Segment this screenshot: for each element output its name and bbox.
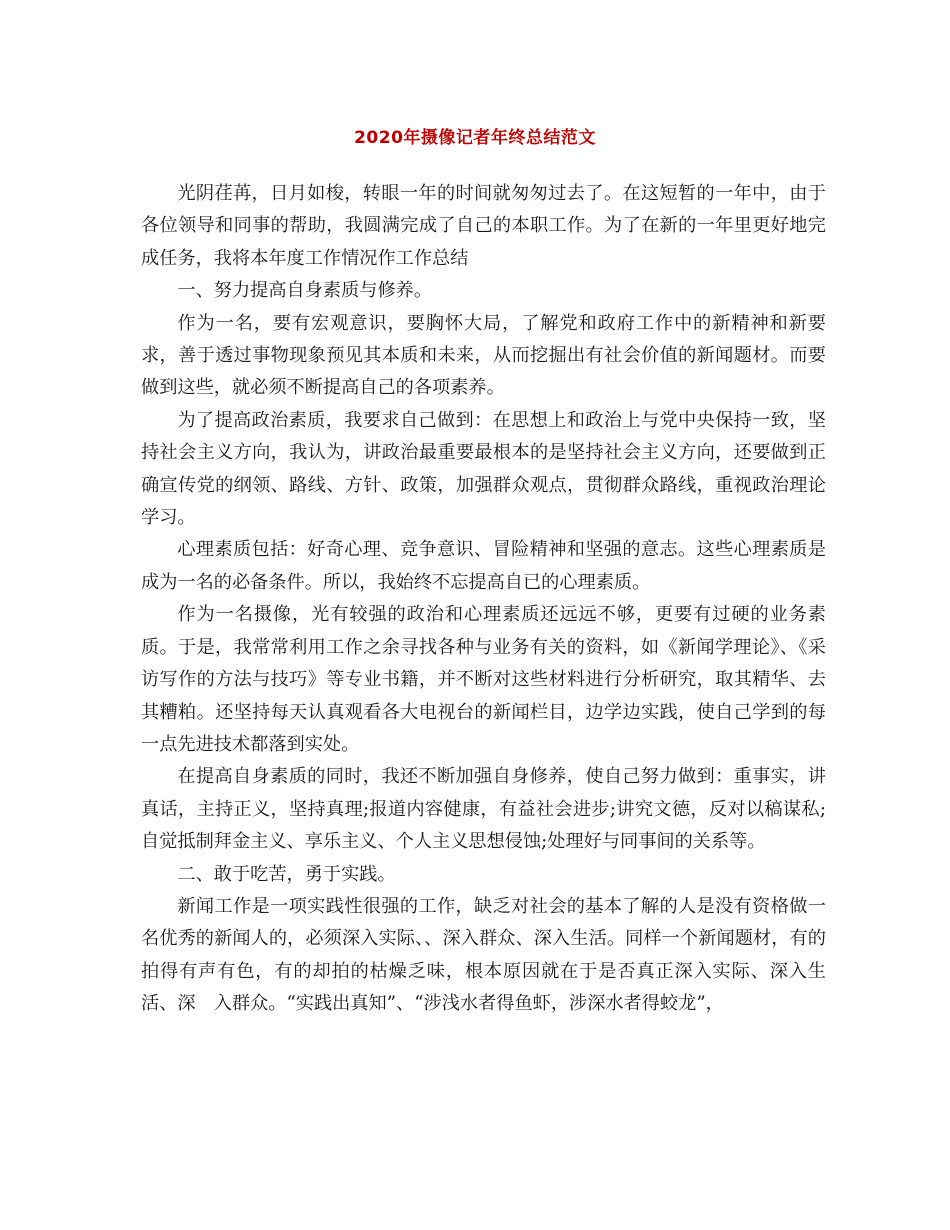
section-heading-2: 二、敢于吃苦，勇于实践。: [177, 863, 396, 885]
paragraph-practice: 新闻工作是一项实践性很强的工作，缺乏对社会的基本了解的人是没有资格做一名优秀的新闻人的，必须深入实际、、深入群众、深入生活。同样一个新闻题材，有的拍得有声有色，有的却拍的枯燥乏味，根本原因就在于是否真正深入实际、深入生活、深 入群众。“实践出真知”、“涉浅水者得鱼虾，涉深水者得蛟龙”，: [141, 895, 826, 1015]
document-title: 2020年摄像记者年终总结范文: [354, 128, 596, 148]
paragraph-intro: 光阴荏苒，日月如梭，转眼一年的时间就匆匆过去了。在这短暂的一年中，由于各位领导和同事的帮助，我圆满完成了自己的本职工作。为了在新的一年里更好地完成任务，我将本年度工作情况作工作总结: [141, 183, 826, 269]
paragraph-professional-quality: 作为一名摄像，光有较强的政治和心理素质还远远不够，更要有过硬的业务素质。于是，我常常利用工作之余寻找各种与业务有关的资料，如《新闻学理论》、《采访写作的方法与技巧》等专业书籍，并不断对这些材料进行分析研究，取其精华、去其糟粕。还坚持每天认真观看各大电视台的新闻栏目，边学边实践，使自己学到的每一点先进技术都落到实处。: [141, 604, 826, 755]
paragraph-self-cultivation: 在提高自身素质的同时，我还不断加强自身修养，使自己努力做到：重事实，讲真话，主持正义，坚持真理;报道内容健康，有益社会进步;讲究文德，反对以稿谋私;自觉抵制拜金主义、享乐主义、个人主义思想侵蚀;处理好与同事间的关系等。: [141, 766, 826, 853]
paragraph-awareness: 作为一名，要有宏观意识，要胸怀大局，了解党和政府工作中的新精神和新要求，善于透过事物现象预见其本质和未来，从而挖掘出有社会价值的新闻题材。而要做到这些，就必须不断提高自己的各项素养。: [141, 312, 826, 399]
paragraph-political-quality: 为了提高政治素质，我要求自己做到：在思想上和政治上与党中央保持一致，坚持社会主义方向，我认为，讲政治最重要最根本的是坚持社会主义方向，还要做到正确宣传党的纲领、路线、方针、政策，加强群众观点，贯彻群众路线，重视政治理论学习。: [141, 409, 826, 529]
document-body: [141, 178, 826, 1021]
paragraph-psychological-quality: 心理素质包括：好奇心理、竞争意识、冒险精神和坚强的意志。这些心理素质是成为一名的必备条件。所以，我始终不忘提高自已的心理素质。: [141, 539, 826, 593]
section-heading-1: 一、努力提高自身素质与修养。: [177, 280, 433, 302]
